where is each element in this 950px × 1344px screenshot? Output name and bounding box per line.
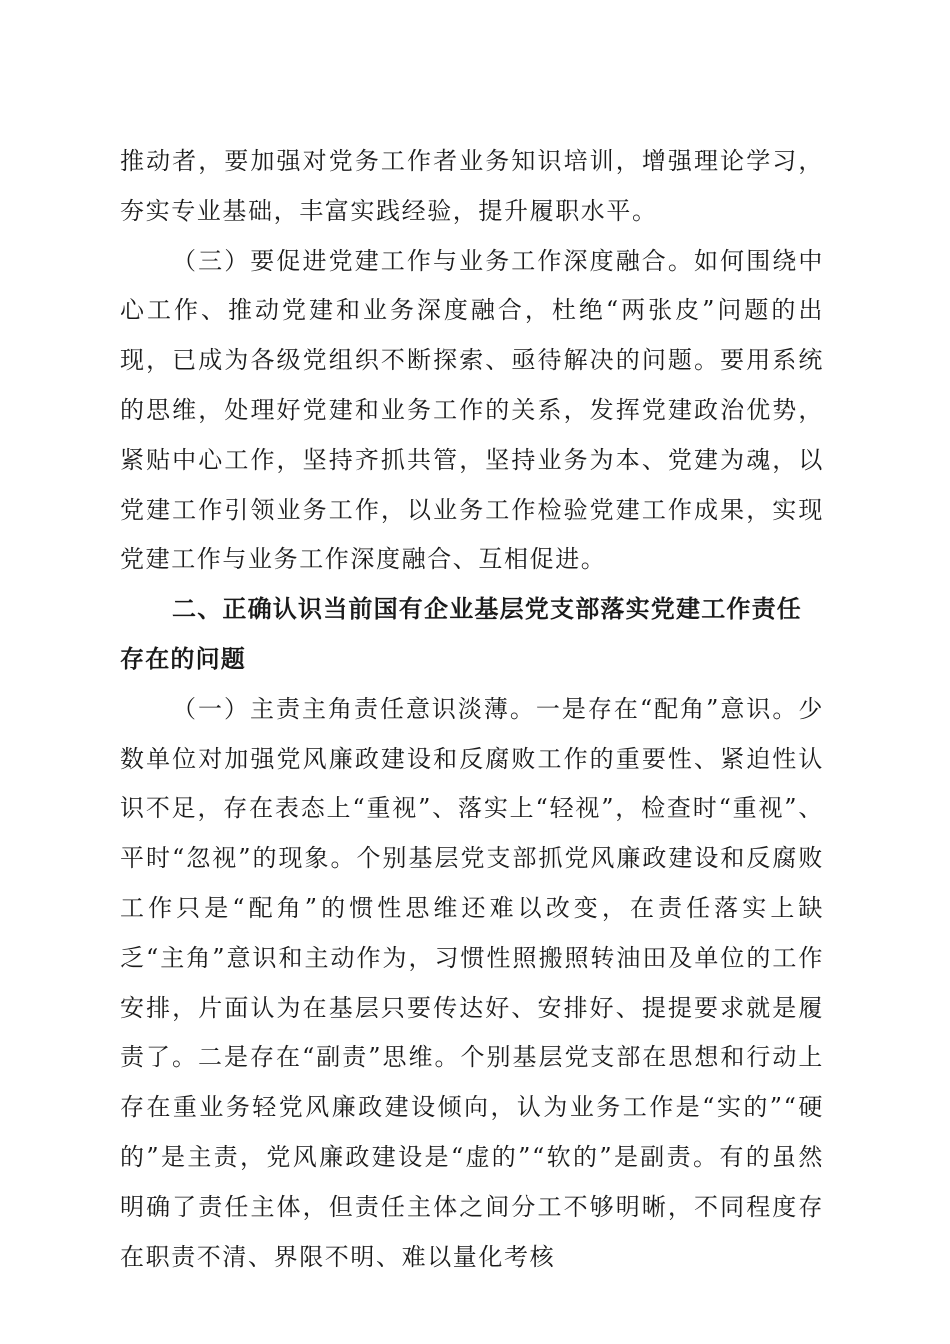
subsection-title: （一）主责主角责任意识淡薄。 <box>172 694 536 723</box>
paragraph-text: 如何围绕中心工作、推动党建和业务深度融合，杜绝“两张皮”问题的出现，已成为各级党组织不断探索、亟待解决的问题。要用系统的思维，处理好党建和业务工作的关系，发挥党建政治优势，紧贴中心工作，坚持齐抓共管，坚持业务为本、党建为魂，以党建工作引领业务工作，以业务工作检验党建工作成果，实现党建工作与业务工作深度融合、互相促进。 <box>120 246 824 574</box>
subsection-title: （三）要促进党建工作与业务工作深度融合。 <box>172 246 694 275</box>
paragraph-text: 一是存在“配角”意识。少数单位对加强党风廉政建设和反腐败工作的重要性、紧迫性认识不足，存在表态上“重视”、落实上“轻视”，检查时“重视”、平时“忽视”的现象。个别基层党支部抓党风廉政建设和反腐败工作只是“配角”的惯性思维还难以改变，在责任落实上缺乏“主角”意识和主动作为，习惯性照搬照转油田及单位的工作安排，片面认为在基层只要传达好、安排好、提提要求就是履责了。二是存在“副责”思维。个别基层党支部在思想和行动上存在重业务轻党风廉政建设倾向，认为业务工作是“实的”“硬的”是主责，党风廉政建设是“虚的”“软的”是副责。有的虽然明确了责任主体，但责任主体之间分工不够明晰，不同程度存在职责不清、界限不明、难以量化考核 <box>120 694 824 1271</box>
paragraph-section-one <box>120 685 824 1283</box>
paragraph-text: 推动者，要加强对党务工作者业务知识培训，增强理论学习，夯实专业基础，丰富实践经验，提升履职水平。 <box>120 147 824 225</box>
paragraph-section-three <box>120 237 824 586</box>
paragraph-continuation <box>120 137 824 237</box>
document-page <box>120 137 824 1282</box>
section-heading: 二、正确认识当前国有企业基层党支部落实党建工作责任存在的问题 <box>120 595 802 673</box>
